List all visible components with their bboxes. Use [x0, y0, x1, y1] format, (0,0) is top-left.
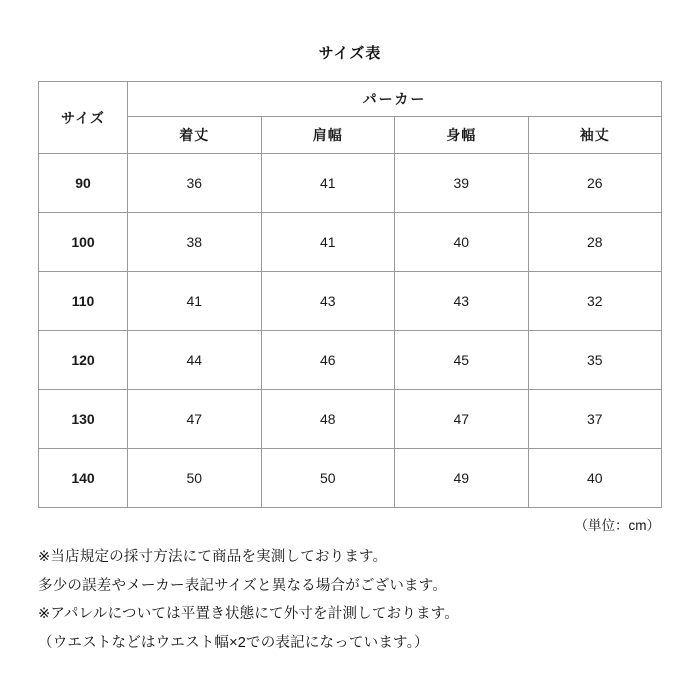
notes-block — [38, 548, 700, 653]
note-line-4: （ウエストなどはウエスト幅×2での表記になっています。） — [38, 634, 429, 651]
cell-value: 47 — [128, 390, 262, 449]
table-row — [39, 331, 662, 390]
row-size-label: 110 — [39, 272, 128, 331]
table-group-header: パーカー — [128, 82, 662, 117]
cell-value: 43 — [395, 272, 529, 331]
note-line-2: 多少の誤差やメーカー表記サイズと異なる場合がございます。 — [38, 577, 447, 594]
page-title: サイズ表 — [318, 45, 382, 62]
table-row — [39, 272, 662, 331]
table-corner-header: サイズ — [39, 82, 128, 154]
cell-value: 32 — [528, 272, 662, 331]
cell-value: 40 — [395, 213, 529, 272]
table-row — [39, 449, 662, 508]
row-size-label: 120 — [39, 331, 128, 390]
cell-value: 48 — [261, 390, 395, 449]
cell-value: 36 — [128, 154, 262, 213]
note-line-1: ※当店規定の採寸方法にて商品を実測しております。 — [38, 549, 388, 565]
note-line-3: ※アパレルについては平置き状態にて外寸を計測しております。 — [38, 606, 459, 623]
cell-value: 45 — [395, 331, 529, 390]
column-header-3: 袖丈 — [528, 117, 662, 154]
cell-value: 35 — [528, 331, 662, 390]
cell-value: 37 — [528, 390, 662, 449]
cell-value: 39 — [395, 154, 529, 213]
column-header-0: 着丈 — [128, 117, 262, 154]
cell-value: 28 — [528, 213, 662, 272]
row-size-label: 130 — [39, 390, 128, 449]
size-table — [38, 81, 662, 508]
table-row — [39, 154, 662, 213]
column-header-2: 身幅 — [395, 117, 529, 154]
cell-value: 47 — [395, 390, 529, 449]
cell-value: 49 — [395, 449, 529, 508]
size-table-container — [38, 81, 662, 508]
unit-note: （単位：cm） — [574, 518, 660, 533]
cell-value: 38 — [128, 213, 262, 272]
table-header-row-group — [39, 82, 662, 117]
row-size-label: 140 — [39, 449, 128, 508]
table-row — [39, 390, 662, 449]
cell-value: 44 — [128, 331, 262, 390]
cell-value: 46 — [261, 331, 395, 390]
table-row — [39, 213, 662, 272]
row-size-label: 100 — [39, 213, 128, 272]
cell-value: 41 — [261, 213, 395, 272]
cell-value: 41 — [128, 272, 262, 331]
cell-value: 40 — [528, 449, 662, 508]
table-header-row-columns — [39, 117, 662, 154]
cell-value: 50 — [261, 449, 395, 508]
row-size-label: 90 — [39, 154, 128, 213]
column-header-1: 肩幅 — [261, 117, 395, 154]
cell-value: 41 — [261, 154, 395, 213]
cell-value: 50 — [128, 449, 262, 508]
cell-value: 26 — [528, 154, 662, 213]
cell-value: 43 — [261, 272, 395, 331]
